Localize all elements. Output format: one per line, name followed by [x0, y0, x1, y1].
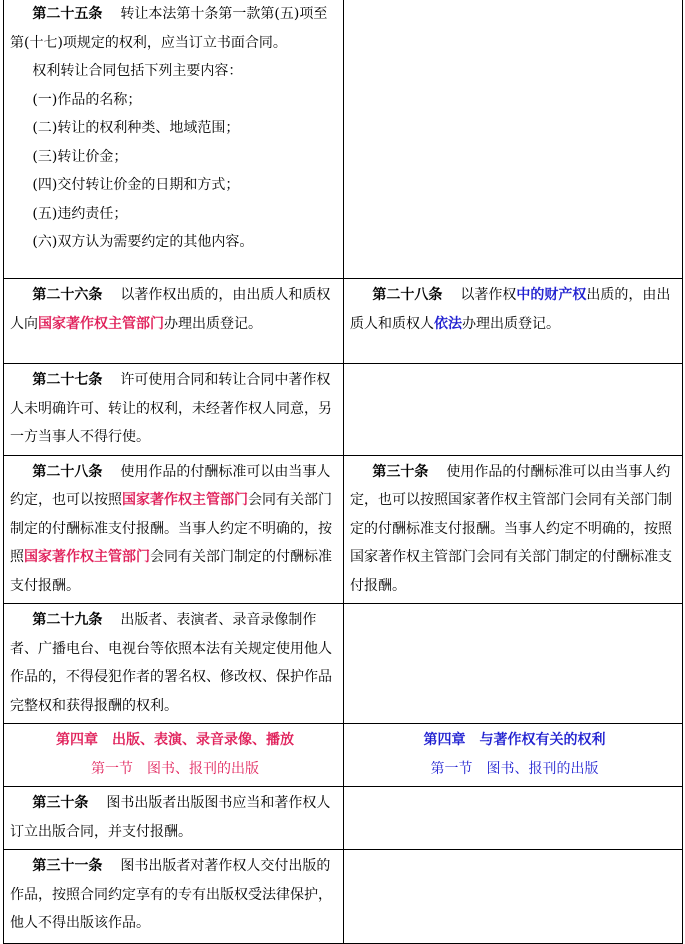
- new-law-cell: [344, 787, 683, 850]
- article-number: 第三十一条: [32, 858, 103, 874]
- article-number: 第三十条: [372, 463, 429, 480]
- table-row: [4, 0, 683, 279]
- list-item: (三)转让价金；: [32, 148, 128, 165]
- article-paragraph: [350, 281, 679, 338]
- article-text: 办理出质登记。: [462, 315, 560, 332]
- article-number: 第三十条: [32, 795, 89, 811]
- article-text: 办理出质登记。: [164, 315, 262, 332]
- article-number: 第二十五条: [32, 6, 103, 22]
- old-law-cell: [4, 364, 344, 456]
- article-text: 使用作品的付酬标准可以由当事人约定，也可以按照国家著作权主管部门会同有关部门制定的付酬标准支付报酬。当事人约定不明确的，按照国家著作权主管部门会同有关部门制定的付酬标准支付报酬。: [350, 463, 672, 594]
- section-heading: 第一节 图书、报刊的出版: [430, 760, 599, 777]
- article-paragraph: [350, 458, 679, 601]
- article-text: 会同有关部门制定的付酬标准支付报酬。当事人约定不明确的，按照: [10, 492, 332, 565]
- list-item: (二)转让的权利种类、地域范围；: [32, 120, 240, 136]
- changed-text-highlight: 国家著作权主管部门: [122, 492, 248, 508]
- article-text: 许可使用合同和转让合同中著作权人未明确许可、转让的权利，未经著作权人同意，另一方当事人不得行使。: [10, 372, 332, 445]
- list-item: (四)交付转让价金的日期和方式；: [32, 177, 240, 193]
- old-law-cell: [4, 850, 344, 944]
- article-paragraph: [10, 281, 340, 338]
- old-law-cell: [4, 724, 344, 787]
- article-paragraph: [10, 366, 340, 452]
- article-number: 第二十七条: [32, 372, 103, 388]
- article-text: 图书出版者对著作权人交付出版的作品，按照合同约定享有的专有出版权受法律保护，他人不得出版该作品。: [10, 858, 332, 931]
- table-row: [4, 850, 683, 944]
- new-law-cell: [344, 850, 683, 944]
- old-law-cell: [4, 0, 344, 279]
- changed-text-highlight: 国家著作权主管部门: [24, 549, 150, 565]
- table-row: [4, 364, 683, 456]
- table-row: [4, 724, 683, 787]
- table-row: [4, 279, 683, 364]
- contract-intro: 权利转让合同包括下列主要内容：: [32, 63, 243, 79]
- article-text: 以著作权: [460, 287, 517, 303]
- article-text: 以著作权出质的，由出质人和质权人向: [10, 287, 331, 332]
- old-law-cell: [4, 604, 344, 724]
- table-row: [4, 455, 683, 604]
- table-row: [4, 604, 683, 724]
- article-text: 图书出版者出版图书应当和著作权人订立出版合同，并支付报酬。: [10, 795, 331, 840]
- added-text-highlight: 中的财产权: [516, 287, 587, 303]
- new-law-cell: [344, 604, 683, 724]
- list-item: (六)双方认为需要约定的其他内容。: [32, 234, 254, 250]
- chapter-heading: 第四章 出版、表演、录音录像、播放: [56, 732, 294, 748]
- old-law-cell: [4, 279, 344, 364]
- list-item: (一)作品的名称；: [32, 91, 142, 108]
- new-law-cell: [344, 279, 683, 364]
- article-paragraph: [10, 789, 340, 846]
- new-law-cell: [344, 364, 683, 456]
- section-heading: 第一节 图书、报刊的出版: [91, 760, 259, 777]
- new-law-cell: [344, 724, 683, 787]
- old-law-cell: [4, 787, 344, 850]
- comparison-table: [3, 0, 683, 944]
- chapter-heading: 第四章 与著作权有关的权利: [423, 732, 606, 748]
- list-item: (五)违约责任；: [32, 205, 128, 222]
- article-paragraph: [10, 458, 340, 601]
- old-law-cell: [4, 455, 344, 604]
- article-paragraph: [10, 0, 340, 57]
- article-number: 第二十九条: [32, 612, 103, 628]
- table-row: [4, 787, 683, 850]
- article-number: 第二十六条: [32, 287, 103, 303]
- article-text: 使用作品的付酬标准可以由当事人约定，也可以按照: [10, 463, 331, 508]
- article-text: 出质的，由出质人和质权人: [350, 287, 671, 332]
- article-text: 会同有关部门制定的付酬标准支付报酬。: [10, 549, 332, 594]
- article-paragraph: [10, 606, 340, 720]
- article-text: 出版者、表演者、录音录像制作者、广播电台、电视台等依照本法有关规定使用他人作品的，不得侵犯作者的署名权、修改权、保护作品完整权和获得报酬的权利。: [10, 612, 332, 714]
- new-law-cell: [344, 455, 683, 604]
- article-text: 转让本法第十条第一款第(五)项至第(十七)项规定的权利，应当订立书面合同。: [10, 6, 328, 51]
- added-text-highlight: 依法: [434, 315, 462, 332]
- changed-text-highlight: 国家著作权主管部门: [38, 315, 164, 332]
- article-paragraph: [10, 852, 340, 938]
- new-law-cell: [344, 0, 683, 279]
- article-number: 第二十八条: [32, 463, 103, 480]
- article-number: 第二十八条: [372, 287, 443, 303]
